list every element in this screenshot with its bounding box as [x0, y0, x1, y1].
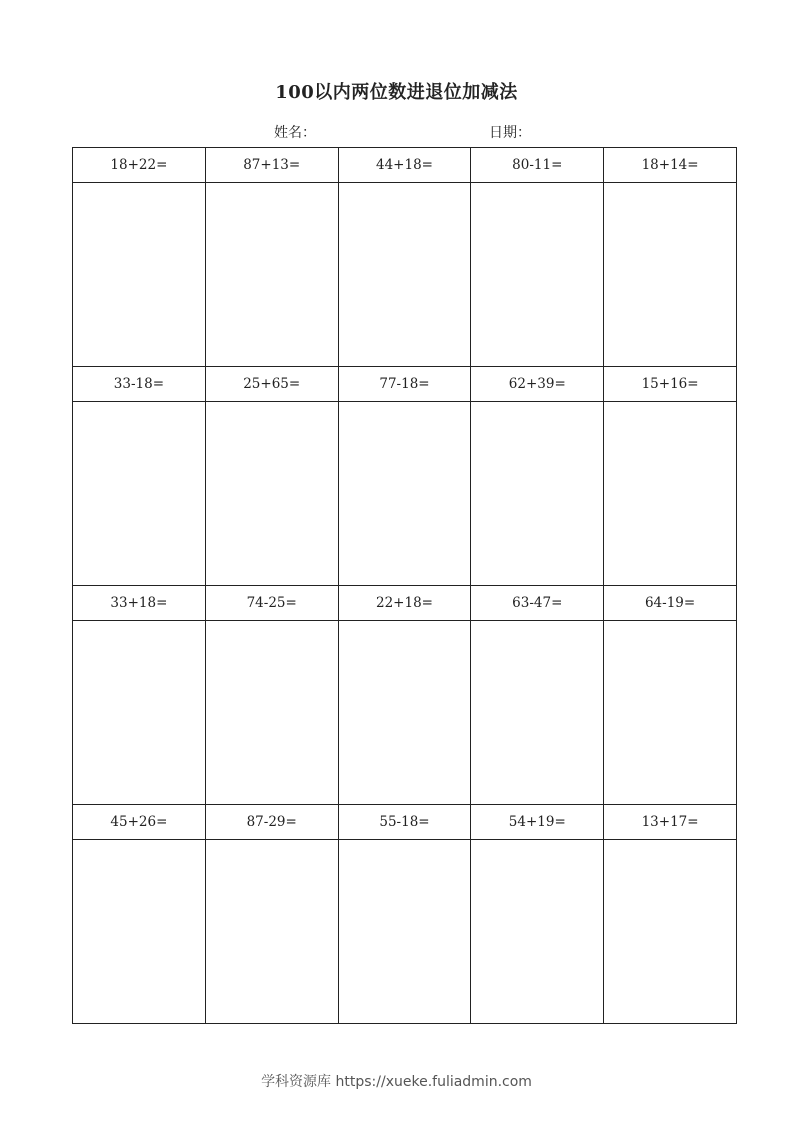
- work-space-cell: [73, 183, 206, 367]
- work-space-row: [73, 183, 737, 367]
- work-space-cell: [604, 183, 737, 367]
- problem-cell: 22+18=: [338, 586, 471, 621]
- problem-cell: 54+19=: [471, 805, 604, 840]
- work-space-cell: [205, 183, 338, 367]
- problem-cell: 45+26=: [73, 805, 206, 840]
- problem-cell: 62+39=: [471, 367, 604, 402]
- problem-cell: 44+18=: [338, 148, 471, 183]
- name-label: 姓名：: [274, 125, 316, 141]
- work-space-cell: [338, 183, 471, 367]
- problem-row: [73, 586, 737, 621]
- work-space-cell: [73, 621, 206, 805]
- problem-cell: 87+13=: [205, 148, 338, 183]
- work-space-cell: [73, 840, 206, 1024]
- work-space-cell: [338, 402, 471, 586]
- work-space-cell: [338, 621, 471, 805]
- problem-cell: 33-18=: [73, 367, 206, 402]
- problem-cell: 63-47=: [471, 586, 604, 621]
- work-space-cell: [471, 402, 604, 586]
- work-space-cell: [604, 621, 737, 805]
- date-label: 日期：: [489, 125, 531, 141]
- problem-cell: 74-25=: [205, 586, 338, 621]
- work-space-cell: [471, 183, 604, 367]
- problem-row: [73, 367, 737, 402]
- work-space-row: [73, 621, 737, 805]
- work-space-cell: [73, 402, 206, 586]
- work-space-row: [73, 840, 737, 1024]
- problem-cell: 87-29=: [205, 805, 338, 840]
- problem-cell: 33+18=: [73, 586, 206, 621]
- problem-cell: 25+65=: [205, 367, 338, 402]
- work-space-cell: [205, 402, 338, 586]
- problem-cell: 15+16=: [604, 367, 737, 402]
- work-space-cell: [471, 840, 604, 1024]
- problem-row: [73, 805, 737, 840]
- work-space-cell: [471, 621, 604, 805]
- work-space-cell: [205, 621, 338, 805]
- problem-cell: 13+17=: [604, 805, 737, 840]
- work-space-cell: [604, 402, 737, 586]
- work-space-cell: [338, 840, 471, 1024]
- problem-cell: 77-18=: [338, 367, 471, 402]
- problem-grid: [72, 147, 737, 1024]
- problem-cell: 18+22=: [73, 148, 206, 183]
- footer-watermark: 学科资源库 https://xueke.fuliadmin.com: [261, 1074, 532, 1090]
- problem-row: [73, 148, 737, 183]
- problem-cell: 64-19=: [604, 586, 737, 621]
- worksheet-title: 100以内两位数进退位加减法: [275, 82, 518, 103]
- work-space-cell: [205, 840, 338, 1024]
- work-space-row: [73, 402, 737, 586]
- work-space-cell: [604, 840, 737, 1024]
- problem-cell: 55-18=: [338, 805, 471, 840]
- problem-cell: 18+14=: [604, 148, 737, 183]
- problem-cell: 80-11=: [471, 148, 604, 183]
